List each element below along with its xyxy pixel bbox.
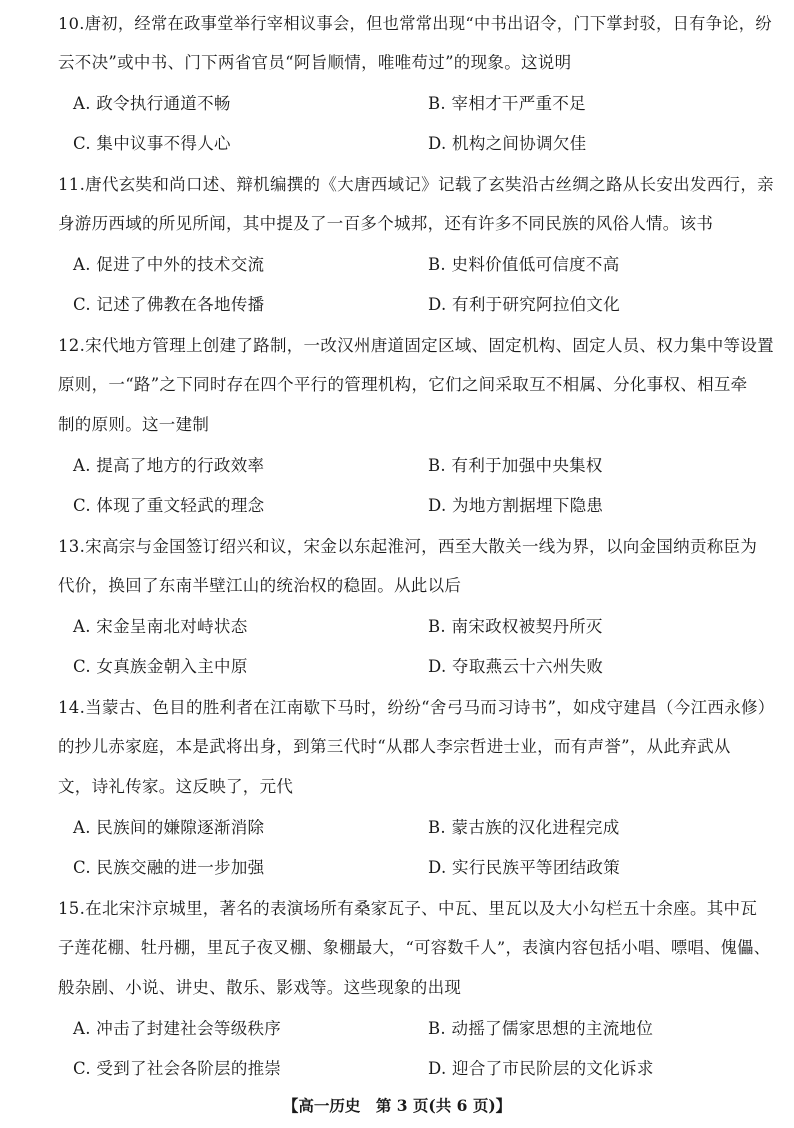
- option-a: A. 冲击了封建社会等级秩序: [73, 1019, 282, 1038]
- option-d: D. 机构之间协调欠佳: [428, 134, 587, 153]
- option-d: D. 有利于研究阿拉伯文化: [428, 295, 621, 314]
- option-a: A. 政令执行通道不畅: [73, 94, 231, 113]
- option-c: C. 记述了佛教在各地传播: [73, 295, 265, 314]
- option-b: B. 史料价值低可信度不高: [428, 255, 620, 274]
- question-text: 的抄儿赤家庭，本是武将出身，到第三代时“从郡人李宗哲进士业，而有声誉”，从此弃武从: [58, 737, 731, 756]
- question-text: 10.唐初，经常在政事堂举行宰相议事会，但也常常出现“中书出诏令，门下掌封驳，日有争论，纷: [58, 14, 772, 33]
- option-b: B. 有利于加强中央集权: [428, 456, 603, 475]
- question-text: 代价，换回了东南半壁江山的统治权的稳固。从此以后: [58, 576, 462, 595]
- option-d: D. 为地方割据埋下隐患: [428, 496, 604, 515]
- option-d: D. 夺取燕云十六州失败: [428, 657, 604, 676]
- option-b: B. 宰相才干严重不足: [428, 94, 586, 113]
- option-a: A. 提高了地方的行政效率: [73, 456, 265, 475]
- question-text: 云不决”或中书、门下两省官员“阿旨顺情，唯唯苟过”的现象。这说明: [58, 53, 572, 72]
- option-c: C. 集中议事不得人心: [73, 134, 231, 153]
- option-b: B. 蒙古族的汉化进程完成: [428, 818, 620, 837]
- option-b: B. 南宋政权被契丹所灭: [428, 617, 603, 636]
- question-text: 15.在北宋汴京城里，著名的表演场所有桑家瓦子、中瓦、里瓦以及大小勾栏五十余座。其中瓦: [58, 899, 758, 918]
- question-text: 原则，一“路”之下同时存在四个平行的管理机构，它们之间采取互不相属、分化事权、相互牵: [58, 375, 748, 394]
- option-a: A. 宋金呈南北对峙状态: [73, 617, 248, 636]
- question-text: 制的原则。这一建制: [58, 415, 210, 434]
- question-text: 子莲花棚、牡丹棚，里瓦子夜叉棚、象棚最大，“可容数千人”，表演内容包括小唱、嘌唱、傀儡、: [58, 938, 771, 957]
- question-text: 12.宋代地方管理上创建了路制，一改汉州唐道固定区域、固定机构、固定人员、权力集中等设置: [58, 336, 774, 355]
- option-d: D. 迎合了市民阶层的文化诉求: [428, 1059, 654, 1078]
- option-c: C. 受到了社会各阶层的推崇: [73, 1059, 282, 1078]
- option-c: C. 民族交融的进一步加强: [73, 858, 265, 877]
- option-b: B. 动摇了儒家思想的主流地位: [428, 1019, 654, 1038]
- page-footer: 【高一历史 第 3 页(共 6 页)】: [282, 1096, 512, 1115]
- option-c: C. 体现了重文轻武的理念: [73, 496, 265, 515]
- option-a: A. 促进了中外的技术交流: [73, 255, 265, 274]
- question-text: 般杂剧、小说、讲史、散乐、影戏等。这些现象的出现: [58, 978, 462, 997]
- option-a: A. 民族间的嫌隙逐渐消除: [73, 818, 265, 837]
- question-text: 文，诗礼传家。这反映了，元代: [58, 777, 294, 796]
- option-c: C. 女真族金朝入主中原: [73, 657, 248, 676]
- question-text: 13.宋高宗与金国签订绍兴和议，宋金以东起淮河，西至大散关一线为界，以向金国纳贡称臣为: [58, 537, 758, 556]
- question-text: 11.唐代玄奘和尚口述、辩机编撰的《大唐西域记》记载了玄奘沿古丝绸之路从长安出发西行，亲: [58, 175, 774, 194]
- question-text: 14.当蒙古、色目的胜利者在江南歇下马时，纷纷“舍弓马而习诗书”，如戍守建昌（今江西永修）: [58, 698, 775, 717]
- question-text: 身游历西域的所见所闻，其中提及了一百多个城邦，还有许多不同民族的风俗人情。该书: [58, 214, 714, 233]
- option-d: D. 实行民族平等团结政策: [428, 858, 621, 877]
